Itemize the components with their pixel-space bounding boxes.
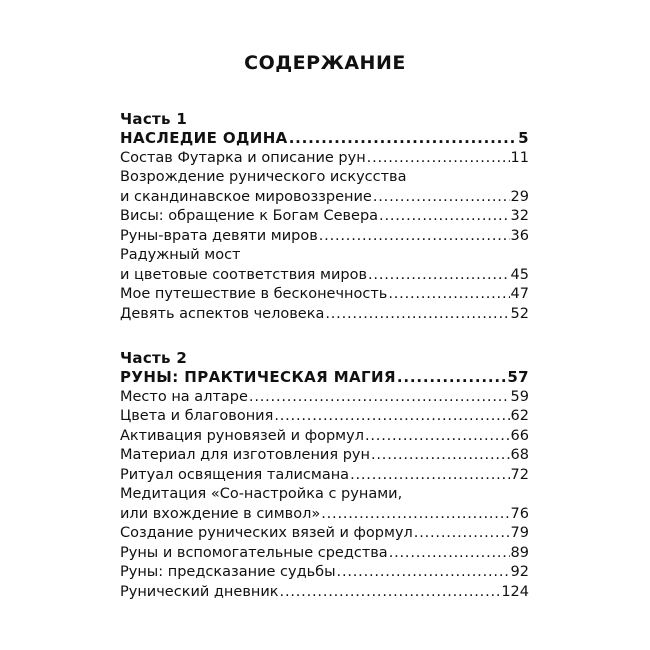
dot-leader bbox=[249, 388, 510, 408]
page-number: 68 bbox=[510, 447, 529, 463]
part-label: Часть 1 bbox=[120, 110, 188, 128]
entry-title: Руны: предсказание судьбы bbox=[120, 564, 336, 580]
page-number: 57 bbox=[507, 368, 529, 386]
entry-title: Место на алтаре bbox=[120, 388, 248, 405]
dot-leader bbox=[319, 227, 510, 247]
toc-entry bbox=[120, 305, 529, 325]
page-number: 5 bbox=[518, 129, 529, 147]
toc-entry bbox=[120, 466, 529, 486]
page-number: 79 bbox=[510, 525, 529, 541]
entry-title: Рунический дневник bbox=[120, 583, 279, 600]
page-title: СОДЕРЖАНИЕ bbox=[244, 52, 406, 74]
dot-leader bbox=[397, 368, 506, 388]
page-number: 29 bbox=[510, 188, 529, 205]
page-number: 92 bbox=[510, 564, 529, 580]
dot-leader bbox=[414, 524, 510, 544]
part-heading bbox=[120, 368, 529, 388]
dot-leader bbox=[379, 207, 510, 227]
toc-entry bbox=[120, 583, 529, 603]
dot-leader bbox=[337, 563, 510, 583]
toc-entry bbox=[120, 207, 529, 227]
page-number: 62 bbox=[510, 408, 529, 424]
page-number: 36 bbox=[510, 227, 529, 244]
toc-entry bbox=[120, 524, 529, 544]
part-heading-text: НАСЛЕДИЕ ОДИНА bbox=[120, 129, 288, 147]
page-number: 76 bbox=[510, 505, 529, 522]
part-heading-text: РУНЫ: ПРАКТИЧЕСКАЯ МАГИЯ bbox=[120, 368, 396, 386]
toc-entry bbox=[120, 266, 529, 286]
entry-title: Радужный мост bbox=[120, 247, 241, 263]
entry-title: Материал для изготовления рун bbox=[120, 447, 370, 463]
dot-leader bbox=[289, 129, 517, 149]
toc-entry bbox=[120, 427, 529, 447]
toc-entry bbox=[120, 563, 529, 583]
dot-leader bbox=[373, 188, 510, 208]
dot-leader bbox=[280, 583, 501, 603]
page-number: 66 bbox=[510, 427, 529, 444]
entry-title-continued: или вхождение в символ» bbox=[120, 505, 321, 522]
dot-leader bbox=[350, 466, 509, 486]
entry-title: Возрождение рунического искусства bbox=[120, 169, 407, 185]
page-number: 72 bbox=[510, 466, 529, 483]
dot-leader bbox=[389, 544, 510, 564]
entry-title: Мое путешествие в бесконечность bbox=[120, 286, 388, 302]
toc-entry bbox=[120, 446, 529, 466]
entry-title: Состав Футарка и описание рун bbox=[120, 149, 366, 166]
entry-title: Руны-врата девяти миров bbox=[120, 227, 318, 244]
entry-title: Висы: обращение к Богам Севера bbox=[120, 208, 379, 224]
page-number: 89 bbox=[510, 544, 529, 561]
dot-leader bbox=[325, 305, 509, 325]
page-number: 47 bbox=[510, 286, 529, 302]
dot-leader bbox=[368, 266, 510, 286]
toc-entry bbox=[120, 188, 529, 208]
toc-entry bbox=[120, 505, 529, 525]
part-label: Часть 2 bbox=[120, 349, 188, 367]
part-heading bbox=[120, 129, 529, 149]
page-number: 11 bbox=[510, 149, 529, 166]
page-number: 45 bbox=[510, 266, 529, 283]
entry-title: Медитация «Со-настройка с рунами, bbox=[120, 486, 403, 502]
page-number: 32 bbox=[510, 208, 529, 224]
dot-leader bbox=[388, 285, 509, 305]
toc-entry-line bbox=[120, 485, 529, 505]
entry-title: Цвета и благовония bbox=[120, 408, 274, 424]
dot-leader bbox=[365, 427, 510, 447]
entry-title: Создание рунических вязей и формул bbox=[120, 525, 413, 541]
toc-entry-line bbox=[120, 168, 529, 188]
dot-leader bbox=[371, 446, 510, 466]
toc-part-1 bbox=[120, 110, 529, 324]
entry-title: Руны и вспомогательные средства bbox=[120, 544, 388, 561]
toc-entry bbox=[120, 149, 529, 169]
entry-title: Девять аспектов человека bbox=[120, 305, 325, 322]
page-number: 124 bbox=[501, 583, 529, 600]
toc-entry bbox=[120, 388, 529, 408]
entry-title: Активация руновязей и формул bbox=[120, 427, 364, 444]
toc-entry bbox=[120, 227, 529, 247]
toc-entry-line bbox=[120, 246, 529, 266]
dot-leader bbox=[321, 505, 509, 525]
entry-title-continued: и скандинавское мировоззрение bbox=[120, 188, 372, 205]
dot-leader bbox=[367, 149, 510, 169]
toc-entry bbox=[120, 544, 529, 564]
page-number: 59 bbox=[510, 388, 529, 405]
toc-part-2 bbox=[120, 349, 529, 602]
toc-entry bbox=[120, 407, 529, 427]
entry-title-continued: и цветовые соответствия миров bbox=[120, 266, 367, 283]
dot-leader bbox=[274, 407, 509, 427]
toc-entry bbox=[120, 285, 529, 305]
page-number: 52 bbox=[510, 305, 529, 322]
entry-title: Ритуал освящения талисмана bbox=[120, 466, 350, 483]
